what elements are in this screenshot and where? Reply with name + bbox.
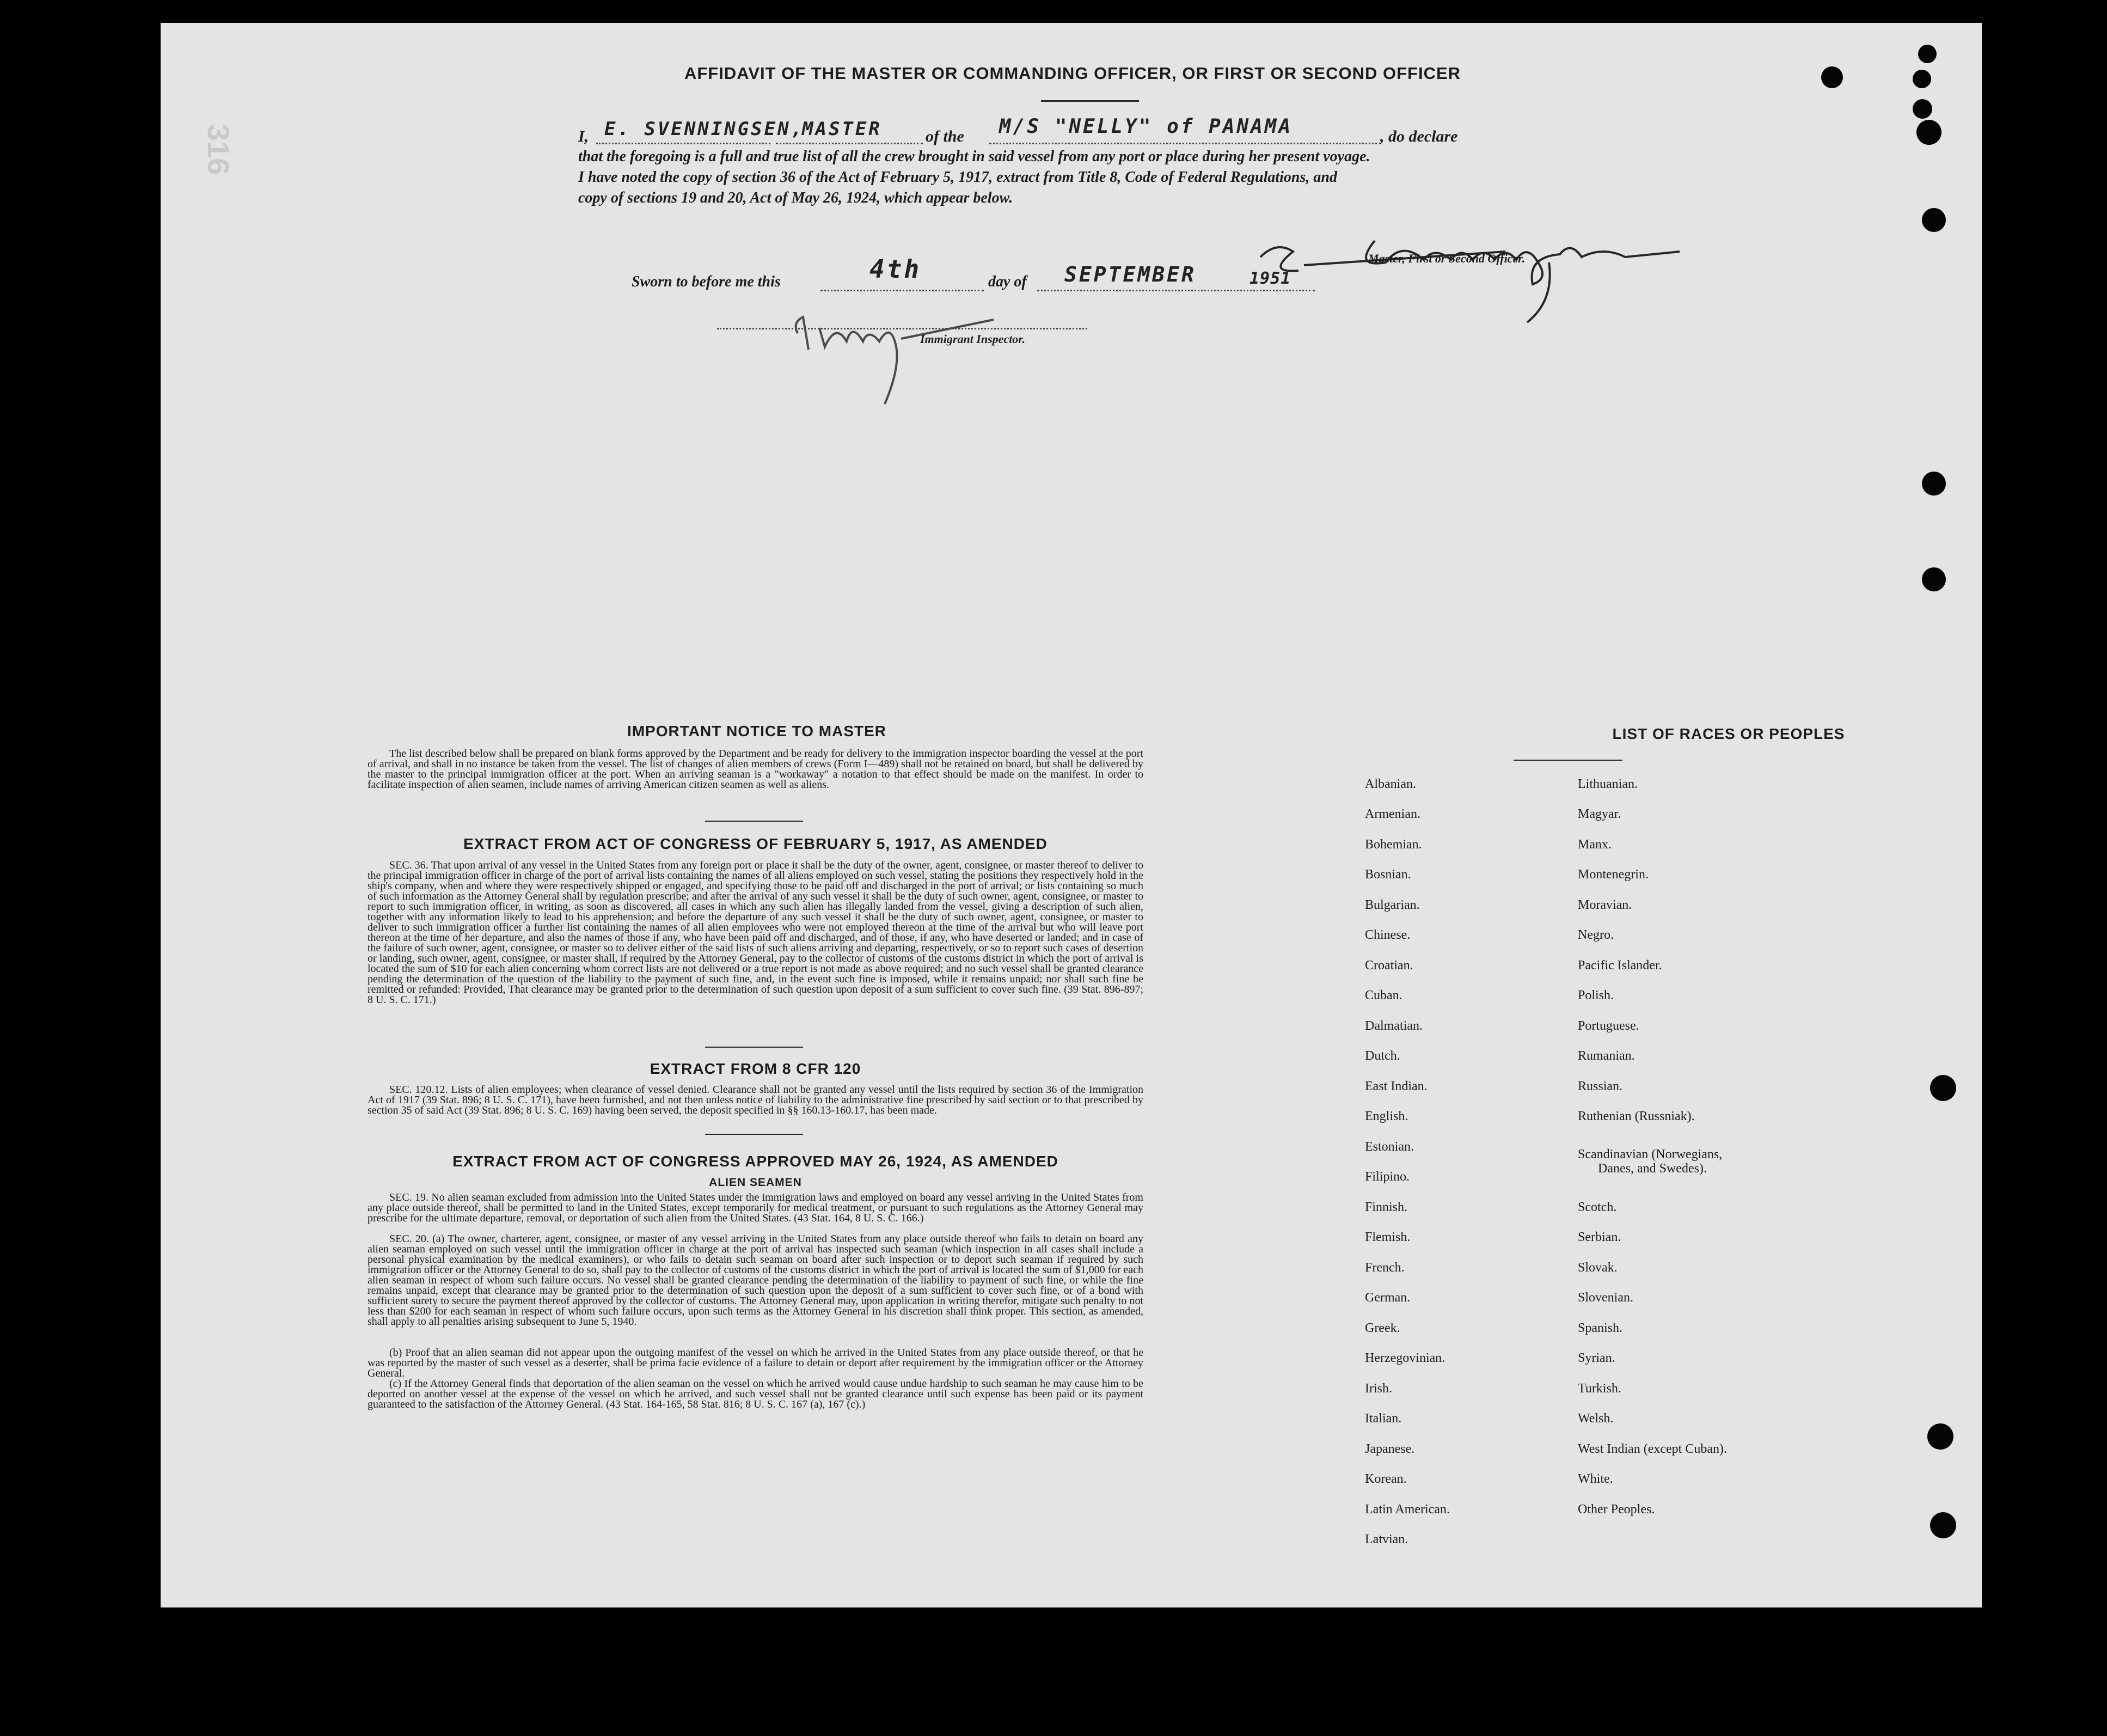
race-item: Japanese. (1365, 1442, 1415, 1456)
race-item: West Indian (except Cuban). (1578, 1442, 1727, 1456)
notice-title: IMPORTANT NOTICE TO MASTER (627, 723, 887, 739)
race-item: Croatian. (1365, 958, 1413, 973)
race-item: Turkish. (1578, 1382, 1621, 1396)
punch-hole (1913, 99, 1932, 119)
race-item: Lithuanian. (1578, 777, 1638, 791)
extract-1924-sec20a: SEC. 20. (a) The owner, charterer, agent, consignee, or master of any vessel arriving in the United States from any place outside thereof who fails to detain on board any alien seaman employed on such vessel until the immigration officer in charge at the port of arrival has inspected such seaman (which inspection in all cases shall include a personal physical examination by the medical examiners), or who fails to detain such seaman on board after such inspection or to deport such seaman if required by such immigration officer or the Attorney General to do so, shall pay to the collector of customs of the customs district in which the port of arrival is located the sum of $1,000 for each alien seaman in respect of whom such failure occurs. No vessel shall be granted clearance pending the determination of the liability to payment of such fine, or while the fine remains unpaid, except that clearance may be granted prior to the determination of such question upon the deposit of a sum sufficient to cover such fine, or of a bond with sufficient surety to secure the payment thereof approved by the collector of customs. The Attorney General may, upon application in writing therefor, mitigate such penalty to not less than $200 for each seaman in respect of whom such failure occurs, upon such terms as the Attorney General in his discretion shall think proper. This section, as amended, shall apply to all penalties arising subsequent to June 5, 1940. (367, 1233, 1143, 1328)
race-item: Dalmatian. (1365, 1019, 1423, 1033)
race-item: German. (1365, 1291, 1411, 1305)
race-item: Scotch. (1578, 1200, 1617, 1214)
sworn-month: SEPTEMBER (1064, 262, 1196, 286)
race-item: Syrian. (1578, 1351, 1615, 1365)
affidavit-title: AFFIDAVIT OF THE MASTER OR COMMANDING OFFICER, OR FIRST OR SECOND OFFICER (684, 64, 1461, 83)
race-item: Rumanian. (1578, 1049, 1635, 1063)
i-label: I, (578, 127, 589, 145)
divider (705, 1134, 803, 1135)
declaration-line-4: copy of sections 19 and 20, Act of May 26, 1924, which appear below. (578, 190, 1013, 206)
race-item: Dutch. (1365, 1049, 1400, 1063)
extract-1924-sec19: SEC. 19. No alien seaman excluded from admission into the United States under the immigration laws and employed on board any vessel arriving in the United States from any place outside thereof, shall be permitted to land in the United States, except temporarily for medical treatment, or pursuant to such regulations as the Attorney General may prescribe for the ultimate departure, removal, or deportation of such alien from the United States. (43 Stat. 164, 8 U. S. C. 166.) (367, 1191, 1143, 1224)
race-item: Slovak. (1578, 1261, 1618, 1275)
race-item: Latin American. (1365, 1502, 1450, 1517)
races-title: LIST OF RACES OR PEOPLES (1612, 725, 1845, 742)
declaration-line-2: that the foregoing is a full and true list of all the crew brought in said vessel from any port or place during her present voyage. (578, 148, 1370, 165)
of-the-label: of the (926, 127, 964, 145)
inspector-signature (787, 290, 1004, 409)
punch-hole (1930, 1512, 1956, 1538)
divider (1514, 760, 1622, 761)
alien-seamen-subtitle: ALIEN SEAMEN (709, 1176, 802, 1189)
race-item: East Indian. (1365, 1079, 1428, 1093)
race-item: Danes, and Swedes). (1598, 1162, 1707, 1176)
vessel-line (989, 143, 1381, 144)
divider (705, 1047, 803, 1048)
race-item: Russian. (1578, 1079, 1623, 1093)
race-item: Korean. (1365, 1472, 1407, 1486)
race-item: Polish. (1578, 988, 1614, 1003)
sworn-day: 4th (869, 254, 922, 284)
race-item: Negro. (1578, 928, 1614, 942)
race-item: Latvian. (1365, 1532, 1408, 1546)
punch-hole (1918, 45, 1937, 63)
master-signature (1244, 219, 1712, 317)
signer-role-label: Master, First or Second Officer. (1368, 252, 1526, 265)
race-item: Filipino. (1365, 1170, 1410, 1184)
race-item: Greek. (1365, 1321, 1400, 1335)
race-item: Scandinavian (Norwegians, (1578, 1147, 1723, 1162)
race-item: Spanish. (1578, 1321, 1623, 1335)
race-item: Portuguese. (1578, 1019, 1639, 1033)
race-item: Pacific Islander. (1578, 958, 1662, 973)
declaration-line-3: I have noted the copy of section 36 of the Act of February 5, 1917, extract from Title 8, Code of Federal Regulations, and (578, 169, 1337, 186)
race-item: English. (1365, 1109, 1408, 1123)
extract-1917-body: SEC. 36. That upon arrival of any vessel in the United States from any foreign port or place it shall be the duty of the owner, agent, consignee, or master thereof to deliver to the principal immigration officer in charge of the port of arrival lists containing the names of all aliens employed on such vessel, stating the positions they respectively hold in the ship's company, when and where they were respectively shipped or engaged, and specifying those to be paid off and discharged in the port of arrival; or lists containing so much of such information as the Attorney General shall by regulation prescribe; and after the arrival of any such vessel it shall be the duty of such owner, agent, consignee, or master to report to such immigration officer, in writing, as soon as discovered, all cases in which any such alien has illegally landed from the vessel, giving a description of such alien, together with any information likely to lead to his apprehension; and before the departure of any such vessel it shall be the duty of such owner, agent, consignee, or master to deliver to such immigration officer a further list containing the names of all alien employees who were not employed thereon at the time of the arrival but who will leave port thereon at the time of her departure, and also the names of those if any, who have been paid off and discharged, and of those, if any, who have deserted or landed; and in case of the failure of such owner, agent, consignee, or master so to deliver either of the said lists of such aliens arriving and departing, respectively, or so to report such cases of desertion or landing, such owner, agent, consignee, or master shall, if required by the Attorney General, pay to the collector of customs of the customs district in which the port of arrival is located the sum of $10 for each alien concerning whom correct lists are not delivered or a true report is not made as above required; and no such vessel shall be granted clearance pending the determination of the question of the liability to the payment of such fine, and, in the event such fine is imposed, while it remains unpaid; nor shall such fine be remitted or refunded: Provided, That clearance may be granted prior to the determination of such question upon deposit of a sum sufficient to cover such fine. (39 Stat. 896-897; 8 U. S. C. 171.) (367, 859, 1143, 1006)
extract-1924-sec20c: (c) If the Attorney General finds that deportation of the alien seaman on the vessel on which he arrived would cause undue hardship to such seaman he may cause him to be deported on another vessel at the expense of the vessel on which he arrived, and such vessel shall not be granted clearance until such expense has been paid or its payment guaranteed to the satisfaction of the Attorney General. (43 Stat. 164-165, 58 Stat. 816; 8 U. S. C. 167 (a), 167 (c).) (367, 1378, 1143, 1410)
race-item: Bohemian. (1365, 838, 1422, 852)
extract-1924-sec20b: (b) Proof that an alien seaman did not appear upon the outgoing manifest of the vessel on which he arrived in the United States from any place outside thereof, or that he was reported by the master of such vessel as a deserter, shall be prima facie evidence of a failure to detain or deport after requirement by the immigration officer or the Attorney General. (367, 1347, 1143, 1379)
notice-body: The list described below shall be prepared on blank forms approved by the Department and be ready for delivery to the immigration inspector boarding the vessel at the port of arrival, and shall in no instance be taken from the vessel. The list of changes of alien members of crews (Form I—489) shall not be retained on board, but shall be delivered by the master to the principal immigration officer at the port. When an arriving seaman is a "workaway" a notation to that effect should be made on the manifest. In order to facilitate inspection of alien seamen, include names of arriving American citizen seamen as well as aliens. (367, 748, 1143, 791)
sworn-label: Sworn to before me this (632, 273, 781, 290)
margin-mark: 316 (201, 124, 236, 175)
punch-hole (1916, 120, 1941, 145)
race-item: Welsh. (1578, 1411, 1614, 1426)
race-item: Italian. (1365, 1411, 1402, 1426)
race-item: Ruthenian (Russniak). (1578, 1109, 1695, 1123)
race-item: Magyar. (1578, 807, 1621, 821)
race-item: Bulgarian. (1365, 898, 1420, 912)
master-rank: MASTER (802, 118, 882, 140)
punch-hole (1922, 208, 1946, 232)
extract-1924-title: EXTRACT FROM ACT OF CONGRESS APPROVED MAY 26, 1924, AS AMENDED (452, 1153, 1058, 1170)
inspector-label: Immigrant Inspector. (920, 332, 1026, 346)
race-item: Albanian. (1365, 777, 1416, 791)
divider (705, 821, 803, 822)
race-item: Montenegrin. (1578, 867, 1649, 882)
race-item: Bosnian. (1365, 867, 1411, 882)
punch-hole (1913, 70, 1931, 88)
race-item: Manx. (1578, 838, 1612, 852)
race-item: Flemish. (1365, 1230, 1411, 1244)
race-item: Chinese. (1365, 928, 1411, 942)
inspector-line (717, 328, 1087, 329)
master-name: E. SVENNINGSEN, (604, 118, 805, 140)
extract-1917-title: EXTRACT FROM ACT OF CONGRESS OF FEBRUARY 5, 1917, AS AMENDED (463, 835, 1048, 852)
race-item: Cuban. (1365, 988, 1402, 1003)
race-item: Irish. (1365, 1382, 1392, 1396)
sworn-year: 1951 (1250, 269, 1291, 288)
day-of-label: day of (988, 273, 1027, 290)
race-item: Armenian. (1365, 807, 1420, 821)
race-item: Moravian. (1578, 898, 1632, 912)
punch-hole (1930, 1075, 1956, 1101)
race-item: Serbian. (1578, 1230, 1621, 1244)
race-item: Estonian. (1365, 1140, 1414, 1154)
race-item: Slovenian. (1578, 1291, 1633, 1305)
extract-8cfr-title: EXTRACT FROM 8 CFR 120 (650, 1060, 861, 1077)
race-item: Herzegovinian. (1365, 1351, 1445, 1365)
race-item: French. (1365, 1261, 1405, 1275)
vessel-name: M/S "NELLY" of PANAMA (999, 115, 1293, 138)
punch-hole (1922, 472, 1946, 496)
punch-hole (1922, 567, 1946, 591)
document-page (161, 23, 1982, 1607)
divider (1041, 100, 1139, 102)
extract-8cfr-body: SEC. 120.12. Lists of alien employees; when clearance of vessel denied. Clearance shall not be granted any vessel until the lists required by section 36 of the Immigration Act of 1917 (39 Stat. 896; 8 U. S. C. 171), have been furnished, and not then unless notice of liability to the administrative fine prescribed by said section or to that prescribed by section 35 of said Act (39 Stat. 896; 8 U. S. C. 169) having been served, the deposit specified in §§ 160.13-160.17, has been made. (367, 1084, 1143, 1116)
punch-hole (1821, 66, 1843, 88)
name-line (596, 143, 770, 144)
race-item: White. (1578, 1472, 1613, 1486)
race-item: Finnish. (1365, 1200, 1408, 1214)
rank-line (776, 143, 923, 144)
month-line (1037, 290, 1315, 291)
punch-hole (1927, 1423, 1953, 1450)
do-declare-label: , do declare (1380, 127, 1458, 145)
race-item: Other Peoples. (1578, 1502, 1655, 1517)
